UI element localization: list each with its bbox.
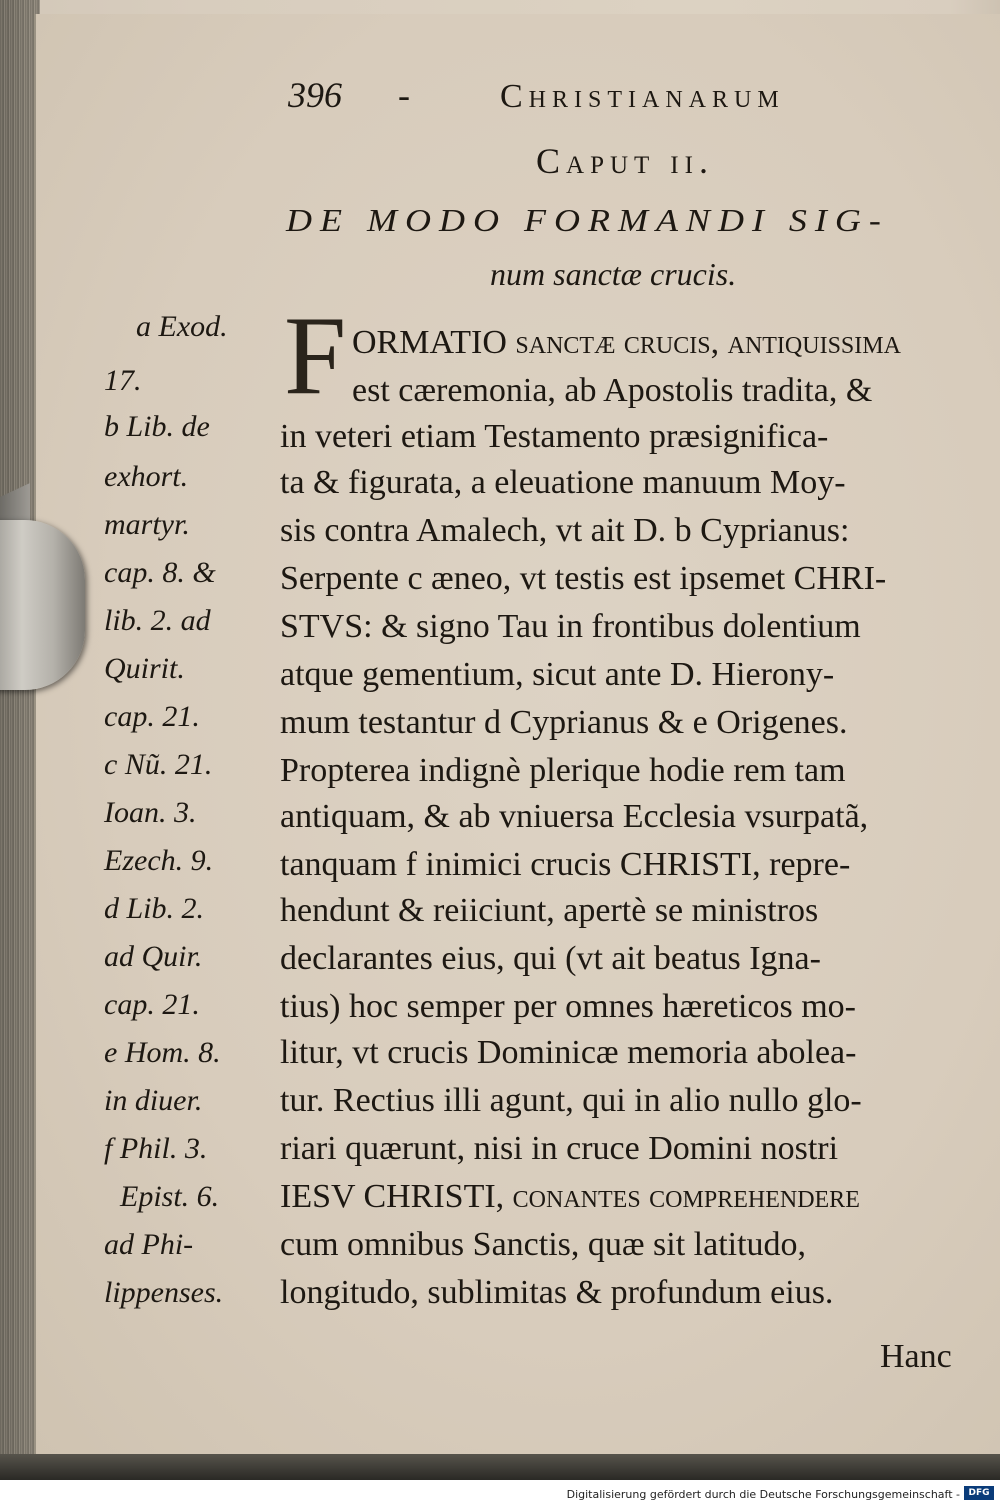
margin-note: cap. 8. &	[104, 556, 216, 589]
body-line: Serpente c æneo, vt testis est ipsemet CHRI-	[280, 560, 887, 597]
body-line: in veteri etiam Testamento præsignifica-	[280, 418, 829, 455]
margin-note: Quirit.	[104, 652, 185, 685]
body-line: cum omnibus Sanctis, quæ sit latitudo,	[280, 1226, 807, 1263]
body-line: atque gementium, sicut ante D. Hierony-	[280, 656, 835, 693]
margin-note: lippenses.	[104, 1276, 224, 1309]
margin-note: Ezech. 9.	[104, 844, 214, 877]
drop-cap: F	[284, 294, 347, 418]
margin-note: cap. 21.	[104, 988, 200, 1021]
margin-note: Epist. 6.	[120, 1180, 220, 1213]
page-header	[288, 74, 888, 124]
chapter-title-line-1: DE MODO FORMANDI SIG-	[286, 202, 889, 239]
body-line: sis contra Amalech, vt ait D. b Cyprianus:	[280, 512, 850, 549]
margin-note: a Exod.	[136, 310, 228, 343]
margin-note: lib. 2. ad	[104, 604, 211, 637]
margin-note: 17.	[104, 364, 142, 397]
body-line: Propterea indignè plerique hodie rem tam	[280, 752, 846, 789]
catchword: Hanc	[880, 1338, 952, 1375]
chapter-heading: Caput ii.	[536, 141, 714, 181]
page-number: 396	[288, 75, 342, 115]
chapter-title-line-2: num sanctæ crucis.	[490, 256, 737, 292]
body-line: tius) hoc semper per omnes hæreticos mo-	[280, 988, 856, 1025]
body-line: ta & figurata, a eleuatione manuum Moy-	[280, 464, 846, 501]
margin-note: e Hom. 8.	[104, 1036, 221, 1069]
body-line: longitudo, sublimitas & profundum eius.	[280, 1274, 834, 1311]
header-dash: -	[398, 75, 410, 115]
body-line: tur. Rectius illi agunt, qui in alio nullo glo-	[280, 1082, 862, 1119]
margin-note: in diuer.	[104, 1084, 203, 1117]
margin-note: cap. 21.	[104, 700, 200, 733]
body-line: litur, vt crucis Dominicæ memoria abolea-	[280, 1034, 857, 1071]
body-line: ORMATIO sanctæ crucis, antiquissima	[352, 324, 901, 361]
margin-note: ad Phi-	[104, 1228, 194, 1261]
body-line: hendunt & reiiciunt, apertè se ministros	[280, 892, 819, 929]
body-line: declarantes eius, qui (vt ait beatus Igna-	[280, 940, 821, 977]
body-line: riari quærunt, nisi in cruce Domini nostri	[280, 1130, 839, 1167]
margin-note: Ioan. 3.	[104, 796, 197, 829]
body-line: tanquam f inimici crucis CHRISTI, repre-	[280, 846, 851, 883]
bottom-edge	[0, 1454, 1000, 1480]
page-clip	[0, 520, 85, 690]
margin-note: martyr.	[104, 508, 190, 541]
footer-credit: Digitalisierung gefördert durch die Deutsche Forschungsgemeinschaft -	[566, 1488, 960, 1501]
margin-note: exhort.	[104, 460, 189, 493]
body-line: antiquam, & ab vniuersa Ecclesia vsurpatã,	[280, 798, 869, 835]
margin-note: f Phil. 3.	[104, 1132, 208, 1165]
margin-note: d Lib. 2.	[104, 892, 205, 925]
body-line: est cæremonia, ab Apostolis tradita, &	[352, 372, 873, 409]
body-line: IESV CHRISTI, conantes comprehendere	[280, 1178, 860, 1215]
margin-note: b Lib. de	[104, 410, 210, 443]
margin-note: ad Quir.	[104, 940, 203, 973]
body-line: STVS: & signo Tau in frontibus dolentium	[280, 608, 861, 645]
margin-note: c Nũ. 21.	[104, 748, 213, 781]
dfg-logo: DFG	[964, 1486, 994, 1500]
running-head: Christianarum	[500, 78, 785, 115]
body-line: mum testantur d Cyprianus & e Origenes.	[280, 704, 848, 741]
